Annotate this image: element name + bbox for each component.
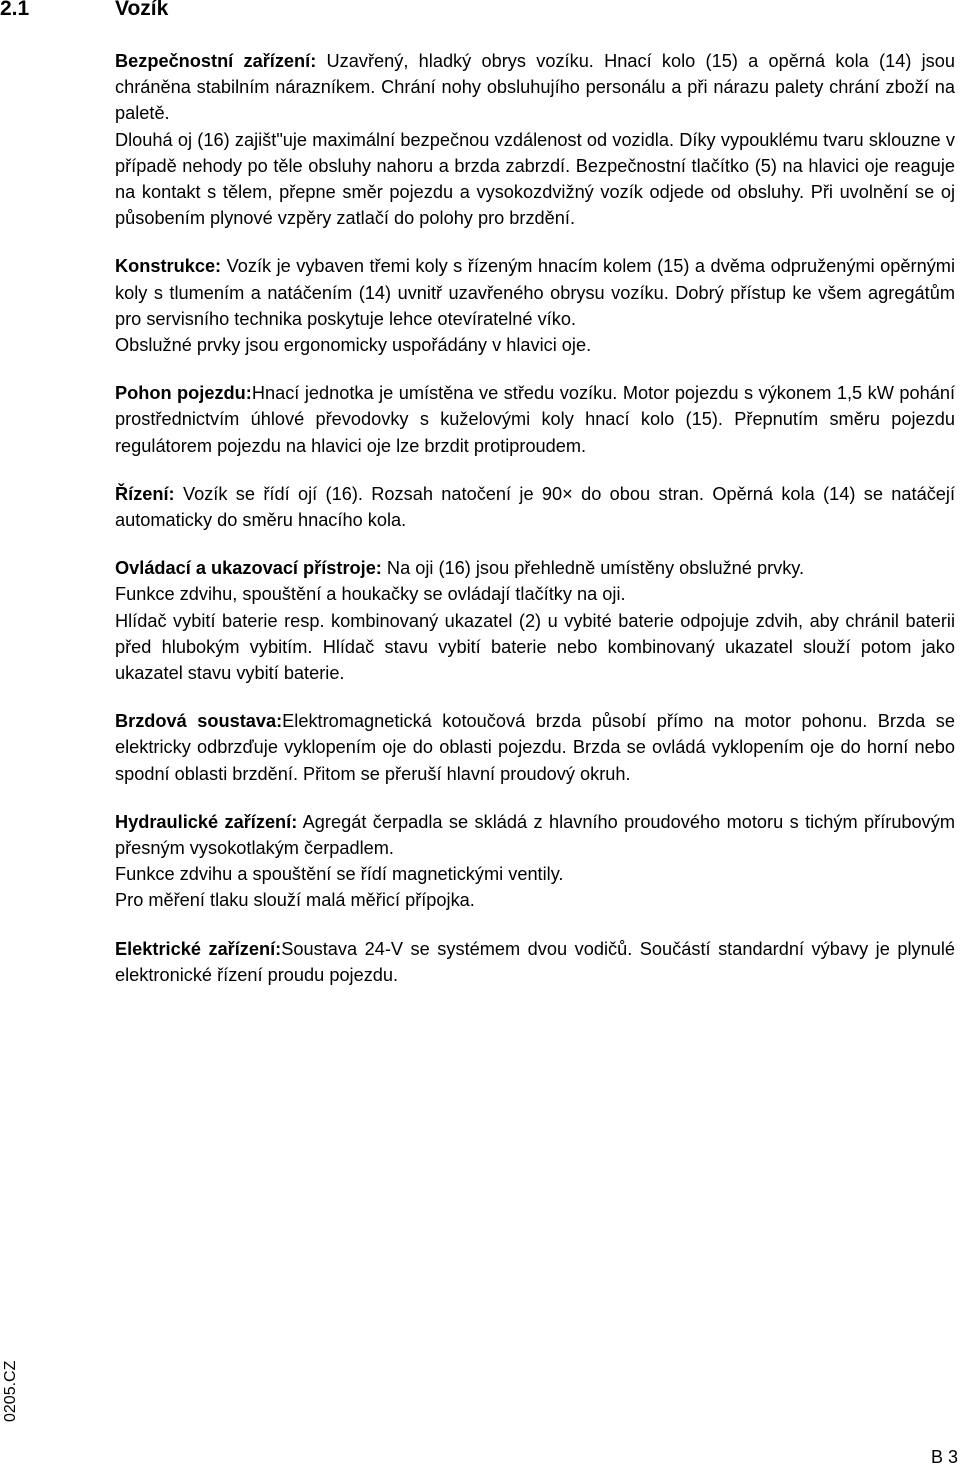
paragraph-safety bbox=[115, 48, 955, 231]
paragraph-label: Řízení: bbox=[115, 483, 175, 504]
body-text bbox=[115, 48, 955, 1010]
paragraph-electrics bbox=[115, 936, 955, 988]
paragraph-label: Ovládací a ukazovací přístroje: bbox=[115, 558, 382, 579]
paragraph-text: Vozík se řídí ojí (16). Rozsah natočení je 90× do obou stran. Opěrná kola (14) se natáčejí automaticky do směru hnacího kola. bbox=[115, 483, 955, 531]
section-title: Vozík bbox=[115, 0, 169, 20]
section-heading bbox=[0, 0, 168, 21]
paragraph-text: Funkce zdvihu a spouštění se řídí magnetickými ventily. bbox=[115, 864, 564, 885]
paragraph-text: Obslužné prvky jsou ergonomicky uspořádány v hlavici oje. bbox=[115, 335, 592, 356]
paragraph-text: Uzavřený, hladký obrys vozíku. Hnací kolo (15) a opěrná kola (14) jsou chráněna stabilním nárazníkem. Chrání nohy obsluhujího personálu a při nárazu palety chrání zboží na paletě. bbox=[115, 51, 956, 124]
paragraph-label: Pohon pojezdu: bbox=[115, 383, 252, 404]
paragraph-label: Konstrukce: bbox=[115, 256, 222, 277]
page-number: B 3 bbox=[930, 1447, 958, 1467]
paragraph-text: Hlídač vybití baterie resp. kombinovaný ukazatel (2) u vybité baterie odpojuje zdvih, aby chránil baterii před hlubokým vybitím. Hlídač stavu vybití baterie nebo kombinovaný ukazatel slouží potom jako ukazatel stavu vybití baterie. bbox=[115, 610, 955, 684]
paragraph-text: Elektromagnetická kotoučová brzda působí přímo na motor pohonu. Brzda se elektricky odbrzďuje vyklopením oje do oblasti pojezdu. Brzda se ovládá vyklopením oje do horní nebo spodní oblasti brzdění. Přitom se přeruší hlavní proudový okruh. bbox=[115, 711, 955, 784]
document-code: 0205.CZ bbox=[2, 1360, 19, 1422]
paragraph-text: Funkce zdvihu, spouštění a houkačky se ovládají tlačítky na oji. bbox=[115, 584, 626, 605]
section-number: 2.1 bbox=[0, 0, 30, 20]
paragraph-text: Agregát čerpadla se skládá z hlavního proudového motoru s tichým přírubovým přesným vysokotlakým čerpadlem. bbox=[115, 811, 955, 859]
paragraph-hydraulics bbox=[115, 809, 955, 914]
paragraph-text: Dlouhá oj (16) zajišt"uje maximální bezpečnou vzdálenost od vozidla. Díky vypouklému tvaru sklouzne v případě nehody po těle obsluhy nahoru a brzda zabrzdí. Bezpečnostní tlačítko (5) na hlavici oje reaguje na kontakt s tělem, přepne směr pojezdu a vysokozdvižný vozík odjede od obsluhy. Při uvolnění se oj působením plynové vzpěry zatlačí do polohy pro brzdění. bbox=[115, 129, 955, 229]
paragraph-text: Vozík je vybaven třemi koly s řízeným hnacím kolem (15) a dvěma odpruženými opěrnými koly s tlumením a natáčením (14) uvnitř uzavřeného obrysu vozíku. Dobrý přístup ke všem agregátům pro servisního technika poskytuje lehce otevíratelné víko. bbox=[115, 256, 955, 329]
paragraph-label: Brzdová soustava: bbox=[115, 711, 283, 732]
paragraph-text: Pro měření tlaku slouží malá měřicí přípojka. bbox=[115, 890, 475, 911]
paragraph-steering bbox=[115, 481, 955, 533]
paragraph-label: Hydraulické zařízení: bbox=[115, 811, 298, 832]
paragraph-label: Bezpečnostní zařízení: bbox=[115, 51, 317, 71]
paragraph-drive bbox=[115, 380, 955, 459]
paragraph-construction bbox=[115, 253, 955, 358]
paragraph-text: Hnací jednotka je umístěna ve středu vozíku. Motor pojezdu s výkonem 1,5 kW pohání prostřednictvím úhlové převodovky s kuželovými koly hnací kolo (15). Přepnutím směru pojezdu regulátorem pojezdu na hlavici oje lze brzdit protiproudem. bbox=[115, 383, 956, 456]
paragraph-brakes bbox=[115, 708, 955, 787]
paragraph-label: Elektrické zařízení: bbox=[115, 938, 282, 959]
paragraph-text: Soustava 24-V se systémem dvou vodičů. Součástí standardní výbavy je plynulé elektronické řízení proudu pojezdu. bbox=[115, 938, 955, 985]
paragraph-text: Na oji (16) jsou přehledně umístěny obslužné prvky. bbox=[381, 558, 805, 579]
paragraph-controls bbox=[115, 555, 955, 686]
